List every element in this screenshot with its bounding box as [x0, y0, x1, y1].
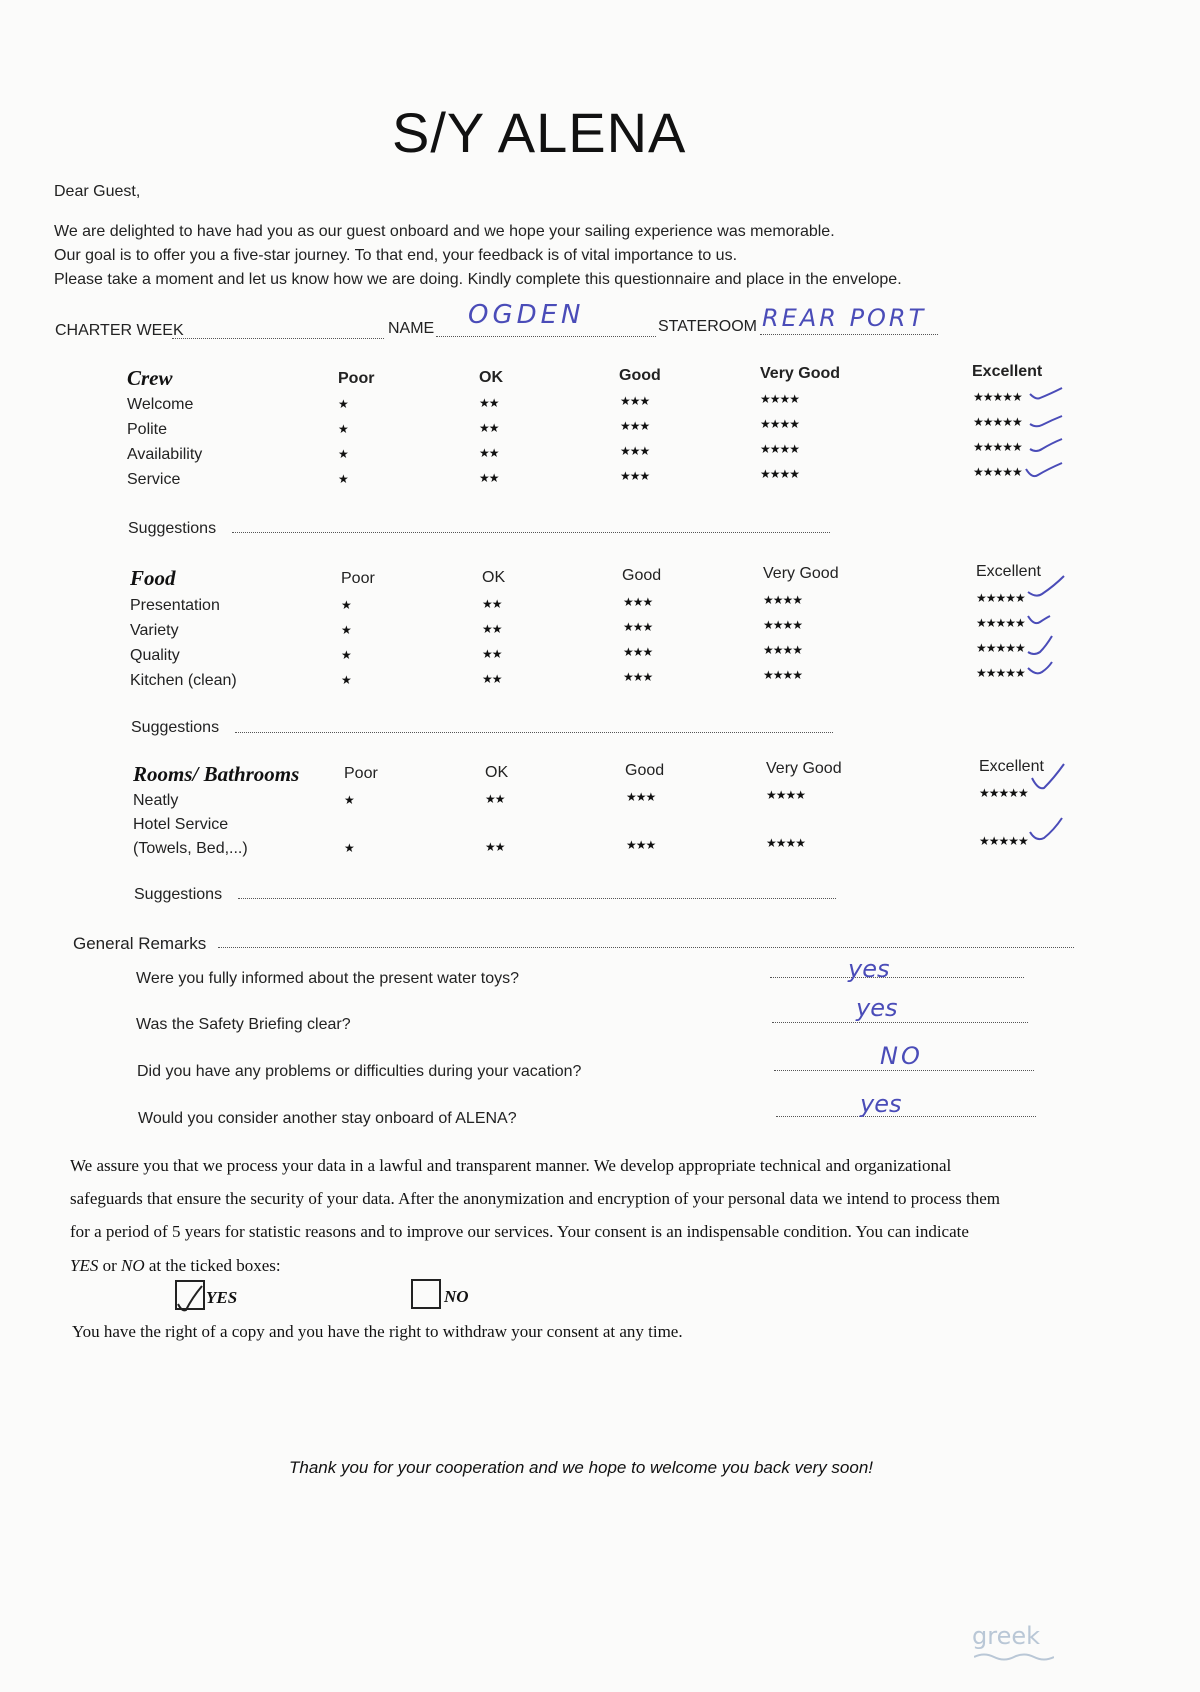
- rating-excellent[interactable]: ★★★★★: [976, 616, 1025, 630]
- rating-excellent[interactable]: ★★★★★: [976, 641, 1025, 655]
- consent-tail: at the ticked boxes:: [148, 1256, 281, 1275]
- rating-excellent[interactable]: ★★★★★: [976, 666, 1025, 680]
- rating-excellent[interactable]: ★★★★★: [973, 415, 1022, 429]
- rating-very-good[interactable]: ★★★★: [763, 643, 803, 657]
- rating-very-good[interactable]: ★★★★: [766, 836, 806, 850]
- rating-poor[interactable]: ★: [344, 793, 354, 807]
- header-very-good: Very Good: [763, 565, 839, 582]
- name-value: OGDEN: [468, 300, 585, 330]
- rating-poor[interactable]: ★: [338, 422, 348, 436]
- stateroom-label: STATEROOM: [658, 318, 757, 335]
- rating-ok[interactable]: ★★: [485, 840, 505, 854]
- rating-poor[interactable]: ★: [338, 472, 348, 486]
- food-item-variety: Variety: [130, 622, 179, 639]
- checkmark-icon: [176, 1282, 210, 1316]
- crew-suggestions-field[interactable]: [232, 532, 830, 533]
- rating-poor[interactable]: ★: [341, 673, 351, 687]
- rating-ok[interactable]: ★★: [482, 597, 502, 611]
- rating-very-good[interactable]: ★★★★: [763, 618, 803, 632]
- checkmark-icon: [1026, 610, 1052, 628]
- food-item-quality: Quality: [130, 647, 180, 664]
- food-suggestions-field[interactable]: [235, 732, 833, 733]
- rating-ok[interactable]: ★★: [479, 471, 499, 485]
- consent-no-checkbox[interactable]: [411, 1279, 441, 1309]
- rating-good[interactable]: ★★★: [620, 419, 650, 433]
- answer-field-another-stay[interactable]: [776, 1116, 1036, 1117]
- header-very-good: Very Good: [766, 760, 842, 777]
- consent-or-word: or: [102, 1256, 117, 1275]
- rating-good[interactable]: ★★★: [626, 790, 656, 804]
- consent-line-3: for a period of 5 years for statistic reasons and to improve our services. Your consent is an indispensable condition. You can indicate: [70, 1222, 969, 1241]
- question-water-toys: Were you fully informed about the present water toys?: [136, 970, 520, 987]
- rating-excellent[interactable]: ★★★★★: [973, 390, 1022, 404]
- answer-field-water-toys[interactable]: [770, 977, 1024, 978]
- rating-good[interactable]: ★★★: [623, 620, 653, 634]
- question-problems: Did you have any problems or difficulties during your vacation?: [137, 1063, 582, 1080]
- rating-excellent[interactable]: ★★★★★: [973, 440, 1022, 454]
- rating-ok[interactable]: ★★: [482, 622, 502, 636]
- food-item-presentation: Presentation: [130, 597, 220, 614]
- consent-line-4: [70, 1256, 281, 1276]
- section-title-food: Food: [130, 566, 176, 590]
- consent-no-label: NO: [444, 1287, 469, 1306]
- header-very-good: Very Good: [760, 365, 841, 382]
- stateroom-value: REAR PORT: [762, 304, 927, 332]
- rating-excellent[interactable]: ★★★★★: [976, 591, 1025, 605]
- rating-poor[interactable]: ★: [341, 648, 351, 662]
- charter-week-field[interactable]: [172, 338, 384, 339]
- rating-poor[interactable]: ★: [344, 841, 354, 855]
- rating-poor[interactable]: ★: [341, 598, 351, 612]
- rating-ok[interactable]: ★★: [485, 792, 505, 806]
- checkmark-icon: [1030, 762, 1066, 796]
- rating-very-good[interactable]: ★★★★: [760, 392, 800, 406]
- rating-ok[interactable]: ★★: [482, 647, 502, 661]
- rating-ok[interactable]: ★★: [479, 446, 499, 460]
- rating-very-good[interactable]: ★★★★: [760, 442, 800, 456]
- rating-good[interactable]: ★★★: [623, 670, 653, 684]
- rating-poor[interactable]: ★: [341, 623, 351, 637]
- rooms-suggestions-label: Suggestions: [134, 886, 223, 903]
- page-title: S/Y ALENA: [392, 101, 687, 164]
- rating-good[interactable]: ★★★: [620, 444, 650, 458]
- answer-field-safety-briefing[interactable]: [772, 1022, 1028, 1023]
- consent-line-2: safeguards that ensure the security of your data. After the anonymization and encryption of your personal data we intend to process them: [70, 1189, 1000, 1208]
- section-title-rooms: Rooms/ Bathrooms: [133, 762, 300, 786]
- checkmark-icon: [1024, 461, 1064, 481]
- rating-good[interactable]: ★★★: [626, 838, 656, 852]
- answer-problems: NO: [880, 1042, 923, 1070]
- checkmark-icon: [1028, 437, 1064, 455]
- header-good: Good: [619, 367, 661, 384]
- wave-icon: [974, 1652, 1054, 1662]
- crew-item-welcome: Welcome: [127, 396, 194, 413]
- name-label: NAME: [388, 320, 435, 337]
- rooms-item-towels: (Towels, Bed,...): [133, 840, 248, 857]
- food-suggestions-label: Suggestions: [131, 719, 220, 736]
- rating-ok[interactable]: ★★: [482, 672, 502, 686]
- crew-item-availability: Availability: [127, 446, 203, 463]
- answer-another-stay: yes: [860, 1090, 902, 1118]
- checkmark-icon: [1028, 816, 1064, 846]
- rating-excellent[interactable]: ★★★★★: [979, 786, 1028, 800]
- answer-field-problems[interactable]: [774, 1070, 1034, 1071]
- intro-line-1: We are delighted to have had you as our guest onboard and we hope your sailing experience was memorable.: [54, 223, 835, 240]
- rating-good[interactable]: ★★★: [623, 595, 653, 609]
- rating-good[interactable]: ★★★: [620, 469, 650, 483]
- checkmark-icon: [1026, 574, 1066, 600]
- crew-suggestions-label: Suggestions: [128, 520, 217, 537]
- header-ok: OK: [482, 569, 506, 586]
- checkmark-icon: [1028, 412, 1064, 430]
- rating-very-good[interactable]: ★★★★: [760, 417, 800, 431]
- header-poor: Poor: [341, 570, 375, 587]
- rating-ok[interactable]: ★★: [479, 421, 499, 435]
- header-poor: Poor: [344, 765, 378, 782]
- rating-excellent[interactable]: ★★★★★: [979, 834, 1028, 848]
- consent-yes-word: YES: [70, 1256, 99, 1275]
- question-safety-briefing: Was the Safety Briefing clear?: [136, 1016, 351, 1033]
- consent-no-word: NO: [121, 1256, 145, 1275]
- rooms-suggestions-field[interactable]: [238, 898, 836, 899]
- rating-poor[interactable]: ★: [338, 447, 348, 461]
- rating-ok[interactable]: ★★: [479, 396, 499, 410]
- question-another-stay: Would you consider another stay onboard of ALENA?: [138, 1110, 517, 1127]
- answer-safety-briefing: yes: [856, 994, 898, 1022]
- intro-line-3: Please take a moment and let us know how we are doing. Kindly complete this questionnaire and place in the envelope.: [54, 271, 902, 288]
- rating-very-good[interactable]: ★★★★: [760, 467, 800, 481]
- name-field[interactable]: [436, 336, 656, 337]
- greeting: Dear Guest,: [54, 183, 141, 200]
- rating-good[interactable]: ★★★: [623, 645, 653, 659]
- general-remarks-label: General Remarks: [73, 934, 207, 953]
- watermark-text: greek: [972, 1622, 1041, 1650]
- rating-good[interactable]: ★★★: [620, 394, 650, 408]
- food-item-kitchen: Kitchen (clean): [130, 672, 237, 689]
- checkmark-icon: [1026, 660, 1054, 680]
- rating-very-good[interactable]: ★★★★: [763, 593, 803, 607]
- charter-week-label: CHARTER WEEK: [55, 322, 184, 339]
- general-remarks-field[interactable]: [218, 947, 1074, 948]
- rating-excellent[interactable]: ★★★★★: [973, 465, 1022, 479]
- rating-very-good[interactable]: ★★★★: [763, 668, 803, 682]
- rating-poor[interactable]: ★: [338, 397, 348, 411]
- header-excellent: Excellent: [972, 363, 1043, 380]
- crew-item-service: Service: [127, 471, 181, 488]
- intro-line-2: Our goal is to offer you a five-star journey. To that end, your feedback is of vital importance to us.: [54, 247, 738, 264]
- section-title-crew: Crew: [127, 366, 173, 390]
- header-poor: Poor: [338, 370, 375, 387]
- header-ok: OK: [479, 369, 503, 386]
- stateroom-field[interactable]: [760, 334, 938, 335]
- header-ok: OK: [485, 764, 509, 781]
- checkmark-icon: [1026, 634, 1054, 660]
- answer-water-toys: yes: [848, 955, 890, 983]
- rooms-item-hotel-service: Hotel Service: [133, 816, 229, 833]
- consent-line-1: We assure you that we process your data in a lawful and transparent manner. We develop appropriate technical and organizational: [70, 1156, 952, 1175]
- rating-very-good[interactable]: ★★★★: [766, 788, 806, 802]
- header-good: Good: [625, 762, 665, 779]
- crew-item-polite: Polite: [127, 421, 168, 438]
- header-excellent: Excellent: [976, 563, 1041, 580]
- checkmark-icon: [1028, 386, 1064, 404]
- header-excellent: Excellent: [979, 758, 1044, 775]
- consent-rights: You have the right of a copy and you have the right to withdraw your consent at any time.: [72, 1322, 683, 1341]
- header-good: Good: [622, 567, 662, 584]
- rooms-item-neatly: Neatly: [133, 792, 179, 809]
- consent-yes-label: YES: [206, 1288, 238, 1307]
- thank-you-message: Thank you for your cooperation and we hope to welcome you back very soon!: [289, 1458, 874, 1477]
